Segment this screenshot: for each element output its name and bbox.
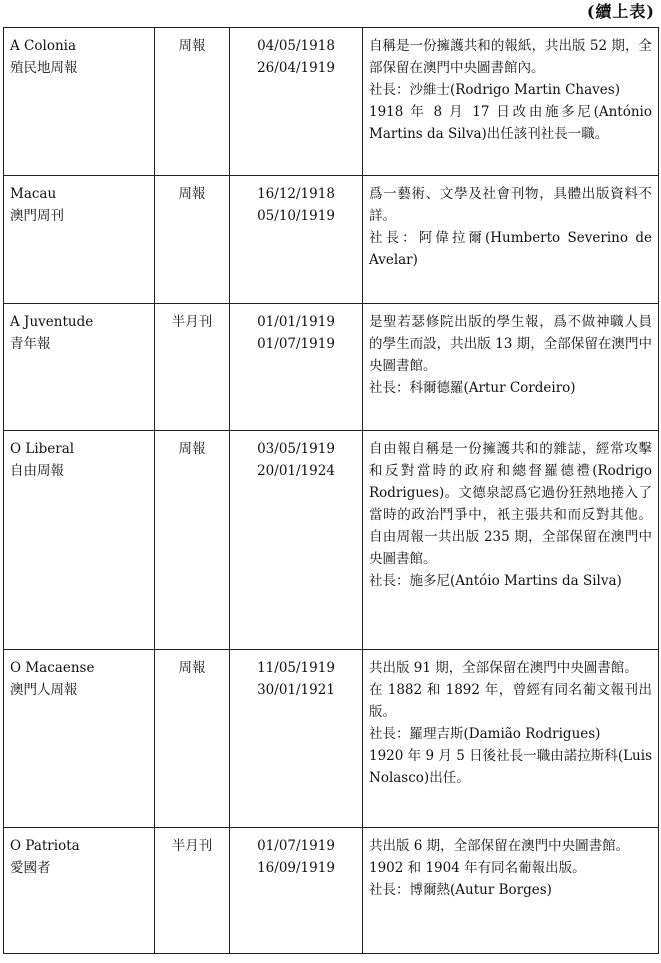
- end-date: 16/09/1919: [257, 860, 335, 876]
- chinese-title: 愛國者: [10, 860, 51, 876]
- portuguese-title: A Colonia: [10, 38, 77, 54]
- title-cell: [4, 304, 155, 431]
- notes-cell: [363, 431, 659, 650]
- dates-cell: [230, 304, 363, 431]
- note-text: 自由報自稱是一份擁護共和的雜誌，經常攻擊和反對當時的政府和總督羅德禮(Rodrigo Rodrigues)。文德泉認爲它過份狂熱地捲入了當時的政治鬥爭中，衹主張共和而反對其他。自由周報一共出版 235 期，全部保留在澳門中央圖書館。: [369, 441, 652, 567]
- chinese-title: 澳門周刊: [10, 208, 64, 224]
- chinese-title: 青年報: [10, 336, 51, 352]
- table-row: [4, 304, 659, 431]
- title-cell: [4, 650, 155, 828]
- dates-cell: [230, 28, 363, 176]
- frequency-cell: [155, 431, 230, 650]
- note-text: 社長：施多尼(Antóio Martins da Silva): [369, 573, 622, 589]
- dates-cell: [230, 431, 363, 650]
- note-text: 社長：沙維士(Rodrigo Martin Chaves): [369, 82, 620, 98]
- note-text: 共出版 6 期，全部保留在澳門中央圖書館。: [369, 838, 630, 854]
- start-date: 11/05/1919: [257, 660, 335, 676]
- frequency-cell: [155, 304, 230, 431]
- frequency: 周報: [178, 38, 206, 54]
- end-date: 05/10/1919: [257, 208, 335, 224]
- end-date: 20/01/1924: [257, 463, 335, 479]
- note-text: 在 1882 和 1892 年，曾經有同名葡文報刊出版。: [369, 682, 652, 720]
- frequency: 半月刊: [171, 314, 213, 330]
- table-continued-caption: (續上表): [586, 2, 655, 21]
- start-date: 16/12/1918: [257, 186, 335, 202]
- start-date: 01/07/1919: [257, 838, 335, 854]
- note-text: 自稱是一份擁護共和的報紙，共出版 52 期，全部保留在澳門中央圖書館內。: [369, 38, 652, 76]
- frequency-cell: [155, 28, 230, 176]
- portuguese-title: O Macaense: [10, 660, 95, 676]
- frequency: 周報: [178, 441, 206, 457]
- notes-cell: [363, 828, 659, 954]
- frequency-cell: [155, 176, 230, 304]
- table-row: [4, 650, 659, 828]
- note-text: 1920 年 9 月 5 日後社長一職由諾拉斯科(Luis Nolasco)出任。: [369, 748, 652, 786]
- title-cell: [4, 176, 155, 304]
- end-date: 26/04/1919: [257, 60, 335, 76]
- start-date: 01/01/1919: [257, 314, 335, 330]
- note-text: 社長：科爾德羅(Artur Cordeiro): [369, 380, 576, 396]
- note-text: 1902 和 1904 年有同名葡報出版。: [369, 860, 586, 876]
- dates-cell: [230, 650, 363, 828]
- portuguese-title: A Juventude: [10, 314, 94, 330]
- note-text: 爲一藝術、文學及社會刊物，具體出版資料不詳。: [369, 186, 652, 224]
- note-text: 是聖若瑟修院出版的學生報，爲不做神職人員的學生而設，共出版 13 期，全部保留在澳門中央圖書館。: [369, 314, 652, 374]
- table-row: [4, 176, 659, 304]
- chinese-title: 殖民地周報: [10, 60, 78, 76]
- start-date: 03/05/1919: [257, 441, 335, 457]
- note-text: 1918 年 8 月 17 日改由施多尼(António Martins da Silva)出任該刊社長一職。: [369, 104, 652, 142]
- frequency: 周報: [178, 660, 206, 676]
- title-cell: [4, 431, 155, 650]
- title-cell: [4, 828, 155, 954]
- frequency-cell: [155, 650, 230, 828]
- note-text: 共出版 91 期，全部保留在澳門中央圖書館。: [369, 660, 638, 676]
- dates-cell: [230, 828, 363, 954]
- dates-cell: [230, 176, 363, 304]
- frequency: 周報: [178, 186, 206, 202]
- portuguese-title: Macau: [10, 186, 57, 202]
- start-date: 04/05/1918: [257, 38, 335, 54]
- title-cell: [4, 28, 155, 176]
- notes-cell: [363, 650, 659, 828]
- notes-cell: [363, 176, 659, 304]
- notes-cell: [363, 28, 659, 176]
- note-text: 社長：博爾熱(Autur Borges): [369, 882, 552, 898]
- note-text: 社長：阿偉拉爾(Humberto Severino de Avelar): [369, 230, 652, 268]
- newspaper-table: [3, 27, 659, 954]
- end-date: 30/01/1921: [257, 682, 335, 698]
- portuguese-title: O Liberal: [10, 441, 75, 457]
- portuguese-title: O Patriota: [10, 838, 80, 854]
- chinese-title: 澳門人周報: [10, 682, 78, 698]
- frequency-cell: [155, 828, 230, 954]
- table-row: [4, 828, 659, 954]
- chinese-title: 自由周報: [10, 463, 64, 479]
- end-date: 01/07/1919: [257, 336, 335, 352]
- note-text: 社長：羅理吉斯(Damião Rodrigues): [369, 726, 601, 742]
- table-row: [4, 28, 659, 176]
- frequency: 半月刊: [171, 838, 213, 854]
- notes-cell: [363, 304, 659, 431]
- table-row: [4, 431, 659, 650]
